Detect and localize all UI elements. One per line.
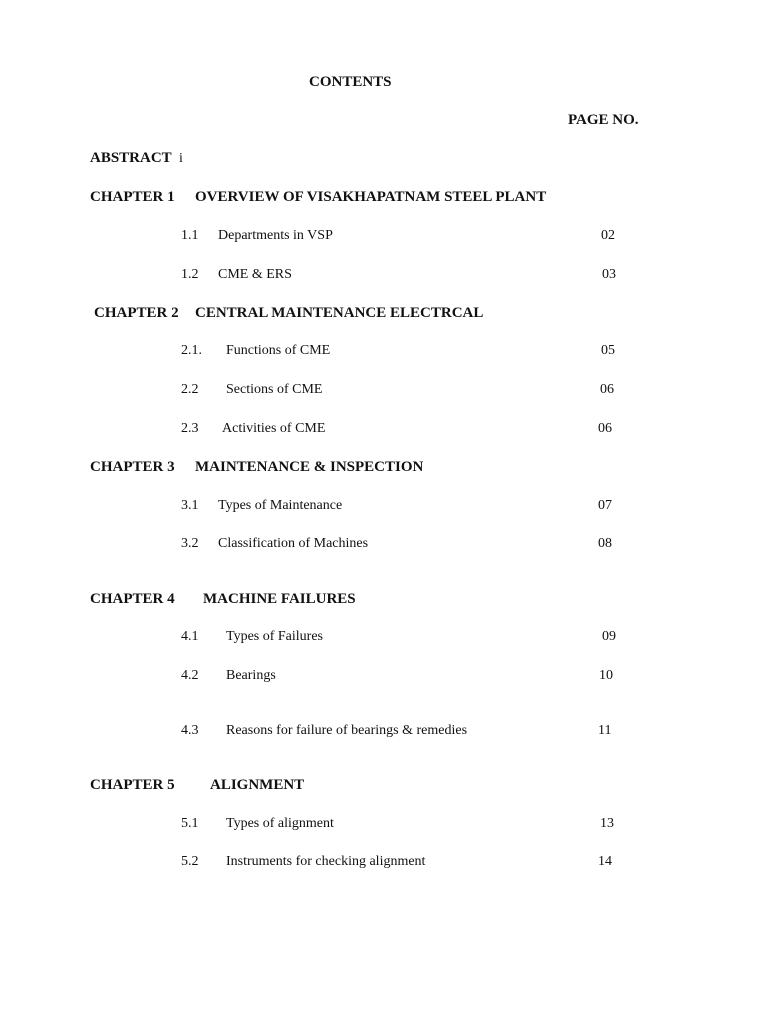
- chapter-5-title: ALIGNMENT: [210, 777, 305, 793]
- section-1-1-number: 1.1: [181, 228, 199, 243]
- section-4-3-page: 11: [598, 723, 612, 738]
- section-2-3-page: 06: [598, 421, 612, 436]
- abstract-page: i: [179, 151, 183, 166]
- chapter-4-title: MACHINE FAILURES: [203, 591, 356, 607]
- section-4-3-title: Reasons for failure of bearings & remedies: [226, 723, 468, 738]
- section-1-2-page: 03: [602, 267, 616, 282]
- section-2-3-title: Activities of CME: [222, 421, 326, 436]
- section-1-2-number: 1.2: [181, 267, 199, 282]
- section-1-1-page: 02: [601, 228, 615, 243]
- section-4-1-number: 4.1: [181, 629, 199, 644]
- section-5-2-title: Instruments for checking alignment: [226, 854, 426, 869]
- section-2-1-title: Functions of CME: [226, 343, 331, 358]
- chapter-3-number: CHAPTER 3: [90, 459, 175, 475]
- chapter-1-number: CHAPTER 1: [90, 189, 175, 205]
- section-3-1-page: 07: [598, 498, 612, 513]
- section-2-1-page: 05: [601, 343, 615, 358]
- section-4-1-title: Types of Failures: [226, 629, 324, 644]
- section-3-2-page: 08: [598, 536, 612, 551]
- contents-title: CONTENTS: [309, 74, 392, 90]
- section-3-2-title: Classification of Machines: [218, 536, 369, 551]
- section-1-1-title: Departments in VSP: [218, 228, 333, 243]
- section-5-2-page: 14: [598, 854, 612, 869]
- section-4-2-number: 4.2: [181, 668, 199, 683]
- chapter-1-title: OVERVIEW OF VISAKHAPATNAM STEEL PLANT: [195, 189, 547, 205]
- section-5-1-title: Types of alignment: [226, 816, 334, 831]
- chapter-2-number: CHAPTER 2: [94, 305, 179, 321]
- section-2-3-number: 2.3: [181, 421, 199, 436]
- chapter-3-title: MAINTENANCE & INSPECTION: [195, 459, 424, 475]
- abstract-label: ABSTRACT: [90, 150, 172, 166]
- section-2-1-number: 2.1.: [181, 343, 202, 358]
- section-2-2-page: 06: [600, 382, 614, 397]
- section-3-1-number: 3.1: [181, 498, 199, 513]
- section-2-2-title: Sections of CME: [226, 382, 323, 397]
- section-5-1-page: 13: [600, 816, 614, 831]
- section-2-2-number: 2.2: [181, 382, 199, 397]
- section-5-2-number: 5.2: [181, 854, 199, 869]
- chapter-5-number: CHAPTER 5: [90, 777, 175, 793]
- section-3-2-number: 3.2: [181, 536, 199, 551]
- section-4-2-title: Bearings: [226, 668, 276, 683]
- chapter-4-number: CHAPTER 4: [90, 591, 175, 607]
- section-5-1-number: 5.1: [181, 816, 199, 831]
- chapter-2-title: CENTRAL MAINTENANCE ELECTRCAL: [195, 305, 484, 321]
- section-4-1-page: 09: [602, 629, 616, 644]
- page-no-header: PAGE NO.: [568, 112, 639, 128]
- section-4-3-number: 4.3: [181, 723, 199, 738]
- section-4-2-page: 10: [599, 668, 613, 683]
- section-3-1-title: Types of Maintenance: [218, 498, 343, 513]
- section-1-2-title: CME & ERS: [218, 267, 292, 282]
